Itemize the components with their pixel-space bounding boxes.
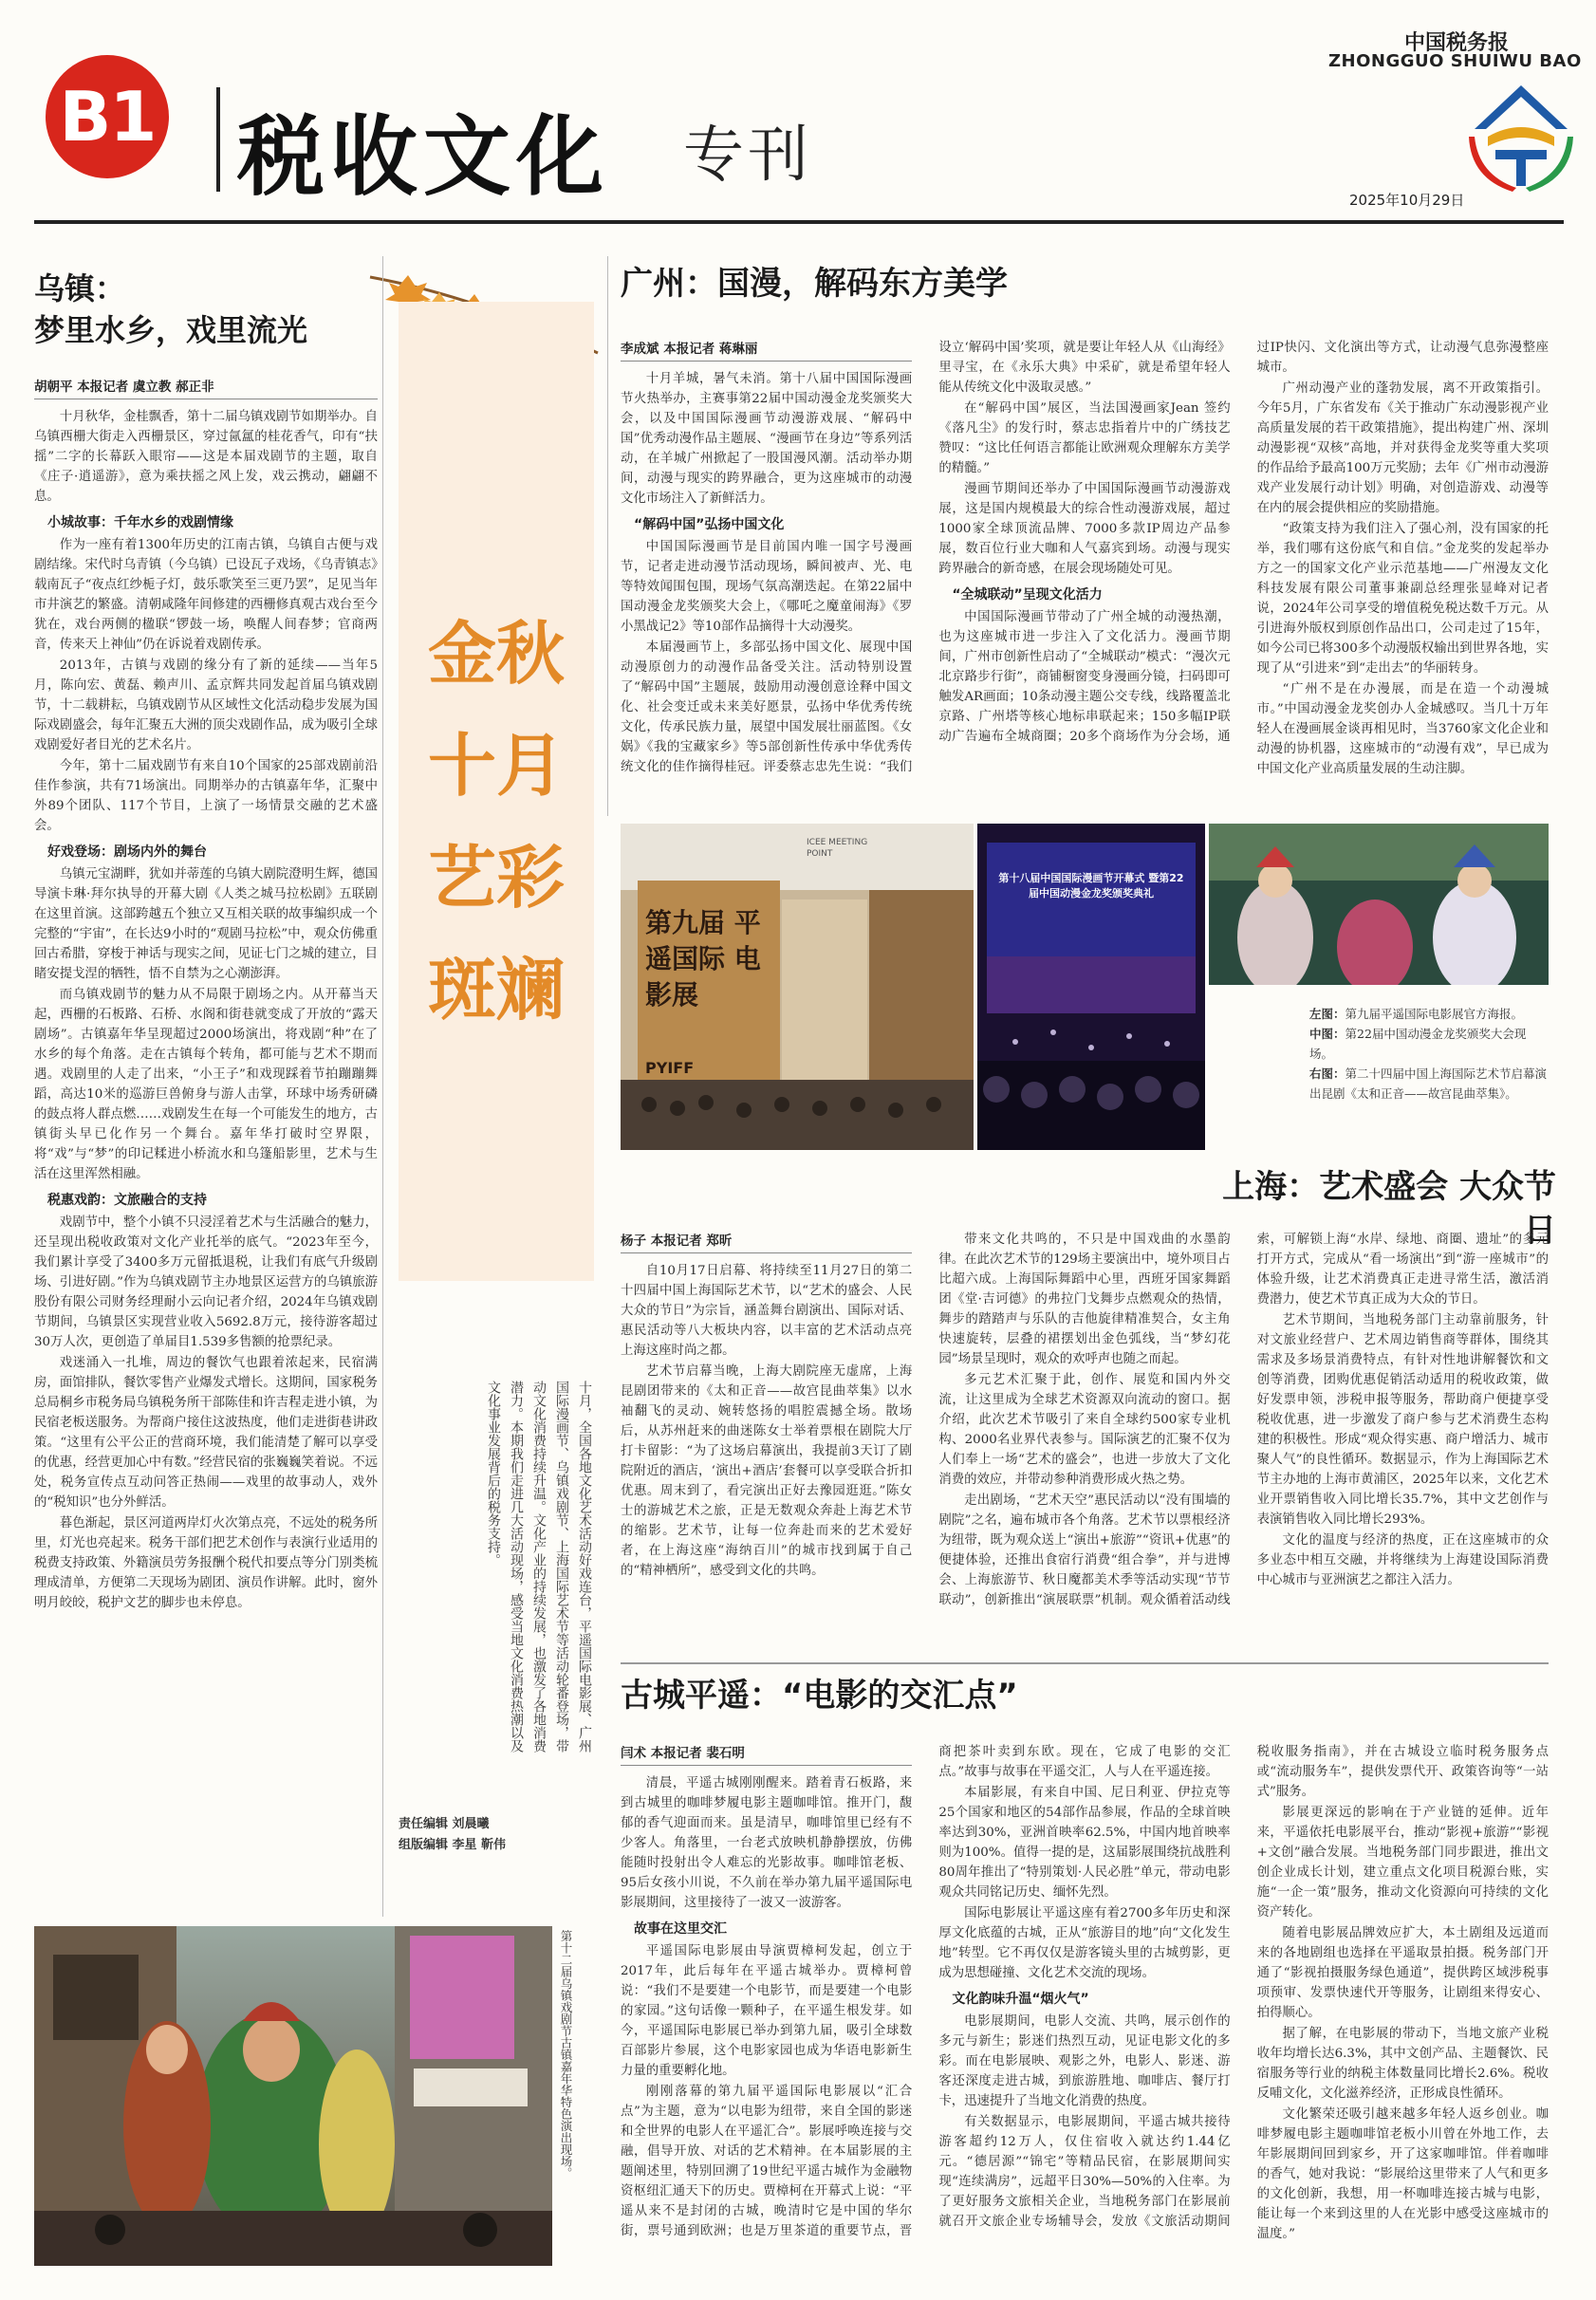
- guangzhou-subhead: “解码中国”弘扬中国文化: [634, 517, 785, 532]
- pingyao-subhead: 故事在这里交汇: [634, 1921, 727, 1937]
- pingyao-paragraph: 文化繁荣还吸引越来越多年轻人返乡创业。咖啡梦履电影主题咖啡馆老板小川曾在外地工作，去年影展期间回到家乡，开了这家咖啡馆。伴着咖啡的香气，她对我说：“影展给这里带来了人气和更多的文化创新，我想，用一杯咖啡连接古城与电影，能让每一个来到这里的人在光影中感受这座城市的温度。”: [1256, 2107, 1549, 2241]
- pingyao-paragraph: 影展更深远的影响在于产业链的延伸。近年来，平遥依托电影展平台，推动“影视+旅游”“影视+文创”融合发展。当地税务部门同步跟进，推出文创企业成长计划，建立重点文化项目税源台账，实施“一企一策”服务，推动文化资源向可持续的文化资产转化。: [1256, 1806, 1549, 1920]
- wuzhen-headline-line2: 梦里水乡，戏里流光: [34, 312, 308, 348]
- shanghai-paragraph: 走出剧场，“艺术天空”惠民活动以“没有围墙的剧院”之名，遍布城市各个角落。艺术节以票根经济为纽带，既为观众送上“演出+旅游”“资讯+优惠”的便捷体验，还推出食宿行消费“组合拳”，并与进博会、上海旅游节、秋日魔都美术季等活动实现“节节联动”，创新推出“演展联票”机制。观众循着活动线索，可解锁上海“水岸、绿地、商圈、遗址”的多元打开方式，完成从“看一场演出”到“游一座城市”的体验升级，让艺术消费真正走进寻常生活，激活消费潜力，使艺术节真正成为大众的节日。: [938, 1233, 1549, 1607]
- pyiff-poster-photo: [621, 824, 974, 1150]
- page-title: 税收文化: [237, 105, 610, 208]
- award-stage-screen: 第十八届中国国际漫画节开幕式 暨第22届中国动漫金龙奖颁奖典礼: [998, 872, 1184, 900]
- wuzhen-paragraph: 戏迷涌入一扎堆，周边的餐饮气也跟着浓起来，民宿满房，面馆排队，餐饮零售产业爆发式增长。这期间，国家税务总局桐乡市税务局乌镇税务所干部陈佳和许吉程走进小镇，为民宿老板送服务。为帮商户接住这波热度，他们走进街巷讲政策。“这里有公平公正的营商环境，我们能清楚了解可以享受的优惠，经营更加心中有数。”经营民宿的张巍巍笑着说。不远处，税务宣传点互动问答正热闹——戏里的故事动人，戏外的“税知识”也分外鲜活。: [34, 1356, 378, 1510]
- photo-caption-mid: 中图：第22届中国动漫金龙奖颁奖大会现场。: [1309, 1027, 1527, 1061]
- feature-intro-text: 十月，全国各地文化艺术活动好戏连台，平遥国际电影展、广州国际漫画节、乌镇戏剧节、上海国际艺术节等活动轮番登场，带动文化消费持续升温。文化产业的持续发展，也激发了各地消费潜力。本期我们走进几大活动现场，感受当地文化消费热潮以及文化事业发展背后的税务支持。: [486, 1381, 592, 1753]
- shanghai-headline: 上海：艺术盛会 大众节日: [1222, 1168, 1556, 1250]
- editor-credits: [399, 1814, 594, 1856]
- pingyao-paragraph: 有关数据显示，电影展期间，平遥古城共接待游客超约12万人，仅住宿收入就达约1.44亿元。“德居源”“锦宅”等精品民宿，在影展期间实现“连续满房”，远超平日30%—50%的入住率。为了更好服务文旅相关企业，当地税务部门在影展前就召开文旅企业专场辅导会，发放《文旅活动期间税收服务指南》，并在古城设立临时税务服务点或“流动服务车”，提供发票代开、政策咨询等“一站式”服务。: [938, 1745, 1549, 2229]
- wuzhen-paragraph: 而乌镇戏剧节的魅力从不局限于剧场之内。从开幕当天起，西栅的石板路、石桥、水阁和街巷就变成了开放的“露天剧场”。古镇嘉年华呈现超过2000场演出，将戏剧“种”在了水乡的每个角落。走在古镇每个转角，都可能与艺术不期而遇。戏剧里的人走了出来，“小王子”和戏现踩着节拍蹦蹦舞蹈，高达10米的巡游巨兽俯身与游人击掌，环球中场秀研磷的鼓点将人群点燃……戏剧发生在每一个可能发生的地方，古镇街头早已化作另一个舞台。嘉年华打破时空界限，将“戏”与“梦”的印记糅进小桥流水和乌篷船影里，艺术与生活在这里浑然相融。: [34, 988, 378, 1181]
- wuzhen-photo-caption: 第十二届乌镇戏剧节古镇嘉年华特色演出现场。: [559, 1930, 573, 2179]
- kunqu-opera-photo: [1209, 824, 1549, 985]
- pingyao-paragraph: 刚刚落幕的第九届平遥国际电影展以“汇合点”为主题，意为“以电影为纽带，来自全国的影迷和全世界的电影人在平遥汇合”。影展呼唤连接与交融，倡导开放、对话的艺术精神。在本届影展的主题阐述里，特别回溯了19世纪平遥古城作为金融物资枢纽汇通天下的历史。贾樟柯在开幕式上说：“平遥从来不是封闭的古城，晚清时它是中国的华尔街，票号通到欧洲；也是万里茶道的重要节点，晋商把茶叶卖到东欧。现在，它成了电影的交汇点。”故事与故事在平遥交汇，人与人在平遥连接。: [621, 1745, 1231, 2238]
- responsible-editor: 责任编辑 刘晨曦: [399, 1817, 490, 1831]
- wuzhen-subhead: 好戏登场：剧场内外的舞台: [47, 844, 207, 860]
- header-divider: [216, 87, 220, 192]
- newspaper-logo: [1469, 80, 1573, 194]
- wuzhen-paragraph: 作为一座有着1300年历史的江南古镇，乌镇自古便与戏剧结缘。宋代时乌青镇（今乌镇）已设瓦子戏场，《乌青镇志》载南瓦子“夜点红纱栀子灯，鼓乐歌笑至三更乃罢”，足见当年市井演艺的繁盛。清朝咸隆年间修建的西栅修真观古戏台至今犹在，戏台两侧的楹联“锣鼓一场，唤醒人间春梦；官商两音，传来天上神仙”仍在诉说着戏剧传承。: [34, 538, 378, 652]
- pingyao-byline: 闫术 本报记者 裴石明: [621, 1742, 912, 1766]
- pyiff-poster-title: 第九届 平遥国际 电影展: [645, 907, 761, 1011]
- meeting-point-logo: ICEE MEETING POINT: [807, 838, 868, 859]
- wuzhen-article: [34, 376, 378, 1922]
- shanghai-byline: 杨子 本报记者 郑昕: [621, 1230, 912, 1253]
- guangzhou-article: [621, 338, 1549, 810]
- pingyao-paragraph: 电影展期间，电影人交流、共鸣，展示创作的多元与新生；影迷们热烈互动，见证电影文化的多彩。而在电影展映、观影之外，电影人、影迷、游客还深度走进古城，到旅游胜地、咖啡店、餐厅打卡，迅速提升了当地文化消费的热度。: [938, 2014, 1231, 2108]
- wuzhen-subhead: 税惠戏韵：文旅融合的支持: [47, 1193, 207, 1208]
- guangzhou-paragraph: 本届漫画节上，多部弘扬中国文化、展现中国动漫原创力的动漫作品备受关注。活动特别设置了“解码中国”主题展，鼓励用动漫创意诠释中国文化、社会变迁或未来美好愿景，弘扬中华优秀传统文化，传承民族力量，展望中国发展壮丽蓝图。《女娲》《我的宝藏家乡》等5部创新性传承中华优秀传统文化的佳作摘得桂冠。评委蔡志忠先生说：“我们设立‘解码中国’奖项，就是要让年轻人从《山海经》里寻宝，在《永乐大典》中采矿，就是希望年轻人能从传统文化中汲取灵感。”: [621, 341, 1231, 774]
- guangzhou-headline: 广州：国漫，解码东方美学: [621, 265, 1008, 303]
- pingyao-paragraph: 国际电影展让平遥这座有着2700多年历史和深厚文化底蕴的古城，正从“旅游目的地”向“文化发生地”转型。它不再仅仅是游客镜头里的古城剪影，更成为思想碰撞、文化艺术交流的现场。: [938, 1906, 1231, 1980]
- pingyao-subhead: 文化韵味升温“烟火气”: [952, 1992, 1089, 2007]
- wuzhen-paragraph: 戏剧节中，整个小镇不只浸淫着艺术与生活融合的魅力，还呈现出税收政策对文化产业托举的底气。“2023年至今，我们累计享受了3400多万元留抵退税，让我们有底气升级剧场、引进好剧。”作为乌镇戏剧节主办地景区运营方的乌镇旅游股份有限公司财务经理耐小云向记者介绍，2024年乌镇戏剧节期间，乌镇景区实现营业收入5692.8万元，接待游客超过30万人次，更创造了单届目1.539多售额的抢票纪录。: [34, 1215, 378, 1349]
- header-rule: [34, 220, 1564, 224]
- photo-caption-left: 左图：第九届平遥国际电影展官方海报。: [1309, 1007, 1524, 1021]
- wuzhen-paragraph: 暮色渐起，景区河道两岸灯火次第点亮，不远处的税务所里，灯光也亮起来。税务干部们把艺术创作与表演行业适用的税费支持政策、外籍演员劳务报酬个税代扣要点等分门别类梳理成清单，方便第二天现场为剧团、演员作讲解。此时，窗外明月皎皎，税护文艺的脚步也未停息。: [34, 1516, 378, 1610]
- pyiff-poster-en: PYIFF: [645, 1059, 695, 1077]
- golden-dragon-award-photo: [977, 824, 1205, 1150]
- guangzhou-subhead: “全城联动”呈现文化活力: [952, 587, 1103, 603]
- shanghai-paragraph: 多元艺术汇聚于此，创作、展览和国内外交流，让这里成为全球艺术资源双向流动的窗口。据介绍，此次艺术节吸引了来自全球约500家专业机构、2000名业界代表参与。国际演艺的汇聚不仅为人们奉上一场“艺术的盛会”，也进一步放大了文化消费的效应，并带动参种消费形成火热之势。: [938, 1373, 1231, 1487]
- page-number-badge: B1: [46, 55, 169, 178]
- guangzhou-paragraph: “广州不是在办漫展，而是在造一个动漫城市。”中国动漫金龙奖创办人金城感叹。当几十万年轻人在漫画展金谈再相见时，当3760家文化企业和动漫的协机器，这座城市的“动漫有戏”，早已成为中国文化产业高质量发展的生动注脚。: [1256, 682, 1549, 776]
- photo-caption-right: 右图：第二十四届中国上海国际艺术节启幕演出昆剧《太和正音——故宫昆曲萃集》。: [1309, 1067, 1548, 1101]
- shanghai-paragraph: 艺术节启幕当晚，上海大剧院座无虚席，上海昆剧团带来的《太和正音——故宫昆曲萃集》以水袖翻飞的灵动、婉转悠扬的唱腔震撼全场。散场后，从苏州赶来的曲迷陈女士举着票根在剧院大厅打卡留影：“为了这场启幕演出，我提前3天订了剧院附近的酒店，‘演出+酒店’套餐可以享受联合折扣优惠。周末到了，看完演出正好去豫园逛逛。”陈女士的游城艺术之旅，正是无数观众奔赴上海艺术节的缩影。艺术节，让每一位奔赴而来的艺术爱好者，在上海这座“海纳百川”的城市找到属于自己的“精神栖所”，感受到文化的共鸣。: [621, 1364, 913, 1578]
- guangzhou-paragraph: 中国国际漫画节是目前国内唯一国字号漫画节，记者走进动漫节活动现场，瞬间被声、光、电等特效闻围包围，现场气氛高潮迭起。在第22届中国动漫金龙奖颁奖大会上，《哪吒之魔童闹海》《罗小黑战记2》等10部作品摘得十大动漫奖。: [621, 540, 913, 634]
- wuzhen-paragraph: 2013年，古镇与戏剧的缘分有了新的延续——当年5月，陈向宏、黄磊、赖声川、孟京辉共同发起首届乌镇戏剧节，十二载耕耘，乌镇戏剧节从区域性文化活动稳步发展为国际戏剧盛会，每年汇聚五大洲的顶尖戏剧作品，成为吸引全球戏剧爱好者目光的艺术名片。: [34, 658, 378, 752]
- guangzhou-paragraph: 广州动漫产业的蓬勃发展，离不开政策指引。今年5月，广东省发布《关于推动广东动漫影视产业高质量发展的若干政策措施》，提出构建广州、深圳动漫影视“双核”高地，并对获得金龙奖等重大奖项的作品给予最高100万元奖励；去年《广州市动漫游戏产业发展行动计划》明确，对创造游戏、动漫等在内的展会提供相应的奖励措施。: [1256, 381, 1549, 515]
- pingyao-headline: 古城平遥：“电影的交汇点”: [621, 1677, 1018, 1715]
- photo-captions: [1309, 1004, 1549, 1104]
- page-subtitle: 专刊: [683, 121, 812, 191]
- issue-date: 2025年10月29日: [1349, 192, 1465, 209]
- wuzhen-paragraph: 今年，第十二届戏剧节有来自10个国家的25部戏剧前沿佳作参演，共有71场演出。同期举办的古镇嘉年华，汇聚中外89个团队、117个节目，上演了一场情景交融的艺术盛会。: [34, 759, 378, 833]
- wuzhen-carnival-photo: [34, 1926, 552, 2266]
- section-rule: [621, 1662, 1549, 1664]
- wuzhen-paragraph: 乌镇元宝湖畔，犹如并蒂莲的乌镇大剧院澄明生辉，德国导演卡琳·拜尔执导的开幕大剧《人类之城马拉松剧》五联剧在这里首演。这部跨越五个独立又互相关联的故事编织成一个完整的“宇宙”，在长达9小时的“观剧马拉松”中，观众仿佛重回古希腊，穿梭于神话与现实之间，见证七门之城的建立，目睹安提戈涅的牺牲，悟不自禁为之心潮澎湃。: [34, 867, 378, 981]
- guangzhou-byline: 李成斌 本报记者 蒋琳丽: [621, 338, 912, 362]
- pingyao-paragraph: 清晨，平遥古城刚刚醒来。踏着青石板路，来到古城里的咖啡梦履电影主题咖啡馆。推开门，馥郁的香气迎面而来。虽是清早，咖啡馆里已经有不少客人。角落里，一台老式放映机静静摆放，仿佛能随时投射出令人难忘的光影故事。咖啡馆老板、95后女孩小川说，不久前在举办第九届平遥国际电影展期间，这里接待了一波又一波游客。: [621, 1776, 913, 1910]
- shanghai-article: [621, 1230, 1549, 1657]
- wuzhen-headline-line1: 乌镇：: [34, 270, 126, 306]
- guangzhou-paragraph: “政策支持为我们注入了强心剂，没有国家的托举，我们哪有这份底气和自信。”金龙奖的发起举办方之一的国家文化产业示范基地——广州漫友文化科技发展有限公司董事兼副总经理张显峰对记者说，2024年公司享受的增值税免税达数千万元。从引进海外版权到原创作品出口，公司走过了15年，如今公司已将300多个动漫版权输出到世界各地，实现了从“引进来”到“走出去”的华丽转身。: [1256, 522, 1549, 676]
- pingyao-paragraph: 随着电影展品牌效应扩大，本土剧组及远道而来的各地剧组也选择在平遥取景拍摄。税务部门开通了“影视拍摄服务绿色通道”，提供跨区域涉税事项预审、发票快速代开等服务，让剧组来得安心、拍得顺心。: [1256, 1926, 1549, 2020]
- guangzhou-paragraph: 中国国际漫画节带动了广州全城的动漫热潮，也为这座城市进一步注入了文化活力。漫画节期间，广州市创新性启动了“全城联动”模式：“漫次元北京路步行街”，商铺橱窗变身漫画分镜，扫码即可触发AR画面；10条动漫主题公交专线，线路覆盖北京路、广州塔等核心地标串联起来；150多幅IP联动广告遍布全城商圈；20多个商场作为分会场，通过IP快闪、文化演出等方式，让动漫气息弥漫整座城市。: [938, 341, 1549, 744]
- shanghai-paragraph: 艺术节期间，当地税务部门主动靠前服务，针对文旅业经营户、艺术周边销售商等群体，围绕其需求及多场景消费特点，有针对性地讲解餐饮和文创等消费，团购优惠促销活动适用的税收政策，做好发票申领，涉税申报等服务，帮助商户便捷享受税收优惠，进一步激发了商户参与艺术消费生态构建的积极性。形成“观众得实惠、商户增活力、城市聚人气”的良性循环。数据显示，作为上海国际艺术节主办地的上海市黄浦区，2025年以来，文化艺术业开票销售收入同比增长35.7%，其中文艺创作与表演销售收入同比增长293%。: [1256, 1313, 1549, 1527]
- pingyao-paragraph: 平遥国际电影展由导演贾樟柯发起，创立于2017年，此后每年在平遥古城举办。贾樟柯曾说：“我们不是要建一个电影节，而是要建一个电影的家园。”这句话像一颗种子，在平遥生根发芽。如今，平遥国际电影展已举办到第九届，吸引全球数百部影片参展，这个电影家园也成为华语电影新生力量的重要孵化地。: [621, 1944, 913, 2078]
- guangzhou-paragraph: 十月羊城，暑气未消。第十八届中国国际漫画节火热举办，主赛事第22届中国动漫金龙奖颁奖大会，以及中国国际漫画节动漫游戏展、“解码中国”优秀动漫作品主题展、“漫画节在身边”等系列活动，在羊城广州掀起了一股国漫风潮。活动举办期间，动漫与现实的跨界融合，更为这座城市的动漫文化市场注入了新鲜活力。: [621, 372, 913, 506]
- feature-vertical-title: 金秋十月 艺彩斑斓: [427, 613, 565, 1029]
- wuzhen-headline: [34, 268, 347, 351]
- pingyao-article: [621, 1742, 1549, 2273]
- shanghai-paragraph: 带来文化共鸣的，不只是中国戏曲的水墨韵律。在此次艺术节的129场主要演出中，境外项目占比超六成。上海国际舞蹈中心里，西班牙国家舞蹈团《堂·吉诃德》的弗拉门戈舞步点燃观众的热情，舞步的踏踏声与乐队的吉他旋律精准契合，女主角快速旋转，层叠的裙摆划出金色弧线，当“梦幻花园”场景呈现时，观众的欢呼声也随之而起。: [938, 1233, 1231, 1366]
- feature-intro: [395, 1381, 596, 1760]
- newspaper-name: 中国税务报: [1404, 30, 1510, 55]
- shanghai-paragraph: 文化的温度与经济的热度，正在这座城市的众多业态中相互交融，并将继续为上海建设国际消费中心城市与亚洲演艺之都注入活力。: [1256, 1533, 1549, 1587]
- shanghai-paragraph: 自10月17日启幕、将持续至11月27日的第二十四届中国上海国际艺术节，以“艺术的盛会、人民大众的节日”为宗旨，涵盖舞台剧演出、国际对话、惠民活动等八大板块内容，以丰富的艺术活动点亮上海这座时尚之都。: [621, 1264, 913, 1358]
- guangzhou-paragraph: 在“解码中国”展区，当法国漫画家Jean 签约《落凡尘》的发行时，蔡志忠指着片中的广绣技艺赞叹：“这比任何语言都能让欧洲观众理解东方美学的精髓。”: [938, 401, 1231, 475]
- layout-editor: 组版编辑 李星 靳伟: [399, 1838, 507, 1852]
- wuzhen-byline: 胡朝平 本报记者 虞立教 郝正非: [34, 376, 378, 399]
- wuzhen-paragraph: 十月秋华，金桂飘香，第十二届乌镇戏剧节如期举办。自乌镇西栅大街走入西栅景区，穿过氤氲的桂花香气，印有“扶摇”二字的长幕跃入眼帘——这是本届戏剧节的主题，取自《庄子·逍遥游》，意为乘扶摇之风上发，戏云携动，翩翩不息。: [34, 410, 378, 504]
- newspaper-pinyin: ZHONGGUO SHUIWU BAO: [1328, 51, 1582, 71]
- guangzhou-paragraph: 漫画节期间还举办了中国国际漫画节动漫游戏展，这是国内规模最大的综合性动漫游戏展，超过1000家全球顶流品牌、7000多款IP周边产品参展，数百位行业大咖和人气嘉宾到场。动漫与现实跨界融合的新奇感，在展会现场随处可见。: [938, 482, 1231, 576]
- pingyao-paragraph: 据了解，在电影展的带动下，当地文旅产业税收年均增长达6.3%，其中文创产品、主题餐饮、民宿服务等行业的纳税主体数量同比增长2.6%。税收反哺文化，文化滋养经济，正形成良性循环。: [1256, 2027, 1549, 2101]
- column-separator: [607, 256, 608, 816]
- wuzhen-subhead: 小城故事：千年水乡的戏剧情缘: [47, 515, 233, 530]
- pingyao-paragraph: 本届影展，有来自中国、尼日利亚、伊拉克等25个国家和地区的54部作品参展，作品的全球首映率达到30%，亚洲首映率62.5%，中国内地首映率则为100%。值得一提的是，这届影展围绕抗战胜利80周年推出了“特别策划·人民必胜”单元，带动电影观众共同铭记历史、缅怀先烈。: [938, 1786, 1231, 1900]
- column-separator: [382, 256, 383, 1917]
